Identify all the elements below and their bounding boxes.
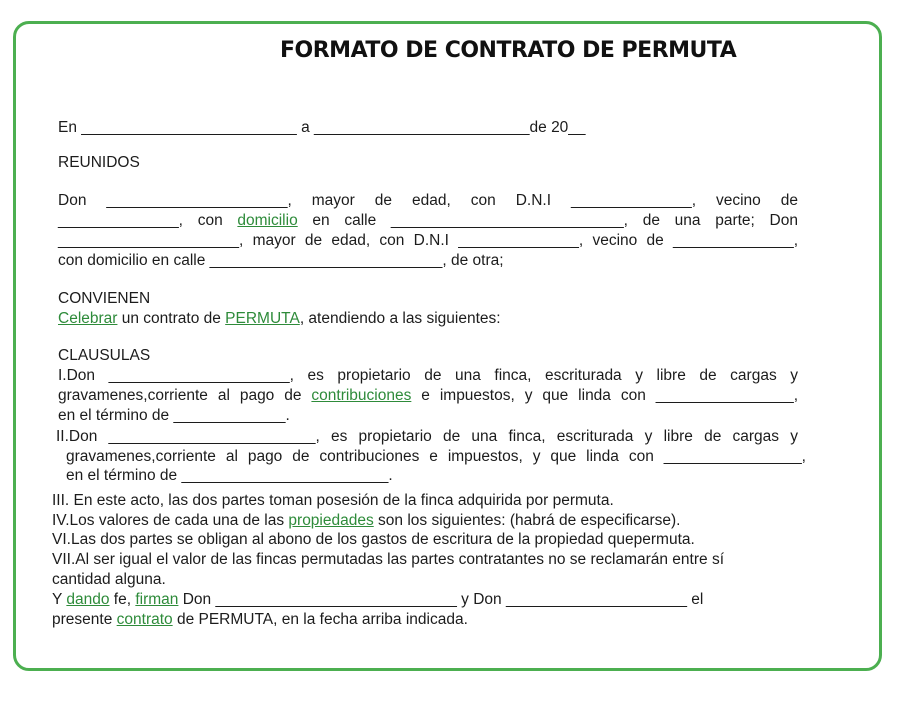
dando-link[interactable]: dando	[66, 591, 110, 608]
signature-line2: presente contrato de PERMUTA, en la fecha arriba indicada.	[52, 611, 468, 628]
firman-link[interactable]: firman	[135, 591, 179, 608]
clause6: VI.Las dos partes se obligan al abono de los gastos de escritura de la propiedad quepermuta.	[52, 531, 695, 548]
clause1-line3: en el término de _____________.	[58, 407, 290, 424]
clause3: III. En este acto, las dos partes toman posesión de la finca adquirida por permuta.	[52, 492, 614, 509]
clause7-line1: VII.Al ser igual el valor de las fincas permutadas las partes contratantes no se reclamarán entre sí	[52, 551, 725, 568]
propiedades-link[interactable]: propiedades	[288, 512, 374, 529]
party1-line1: Don _____________________, mayor de edad, con D.N.I ______________, vecino de	[58, 192, 798, 209]
clausulas-heading: CLAUSULAS	[58, 347, 151, 364]
party1-line2: ______________, con domicilio en calle ___________________________, de una parte; Don	[58, 212, 798, 229]
contrato-link[interactable]: contrato	[116, 611, 173, 628]
celebrar-line: Celebrar un contrato de PERMUTA, atendiendo a las siguientes:	[58, 310, 501, 327]
clause4: IV.Los valores de cada una de las propiedades son los siguientes: (habrá de especificarse).	[52, 512, 681, 529]
contribuciones-link[interactable]: contribuciones	[311, 387, 412, 404]
celebrar-link[interactable]: Celebrar	[58, 310, 118, 327]
clause7-line2: cantidad alguna.	[52, 571, 166, 588]
signature-line1: Y dando fe, firman Don ____________________________ y Don _____________________ el	[52, 591, 704, 608]
clause2-line3: en el término de ________________________.	[66, 467, 393, 484]
document-title: FORMATO DE CONTRATO DE PERMUTA	[280, 38, 737, 63]
party2-line1: _____________________, mayor de edad, con D.N.I ______________, vecino de ______________,	[58, 232, 798, 249]
clause1-line2: gravamenes,corriente al pago de contribuciones e impuestos, y que linda con ________________,	[58, 387, 799, 404]
permuta-link[interactable]: PERMUTA	[225, 310, 300, 327]
party2-line2: con domicilio en calle ___________________________, de otra;	[58, 252, 504, 269]
clause1-line1: I.Don _____________________, es propietario de una finca, escriturada y libre de cargas y	[58, 367, 798, 384]
reunidos-heading: REUNIDOS	[58, 154, 140, 171]
clause2-line2: gravamenes,corriente al pago de contribuciones e impuestos, y que linda con ________________,	[66, 448, 806, 465]
domicilio-link[interactable]: domicilio	[237, 212, 298, 229]
convienen-heading: CONVIENEN	[58, 290, 151, 307]
place-date-line: En _________________________ a _________________________de 20__	[58, 119, 586, 136]
clause2-line1: II.Don ________________________, es propietario de una finca, escriturada y libre de cargas y	[56, 428, 798, 445]
